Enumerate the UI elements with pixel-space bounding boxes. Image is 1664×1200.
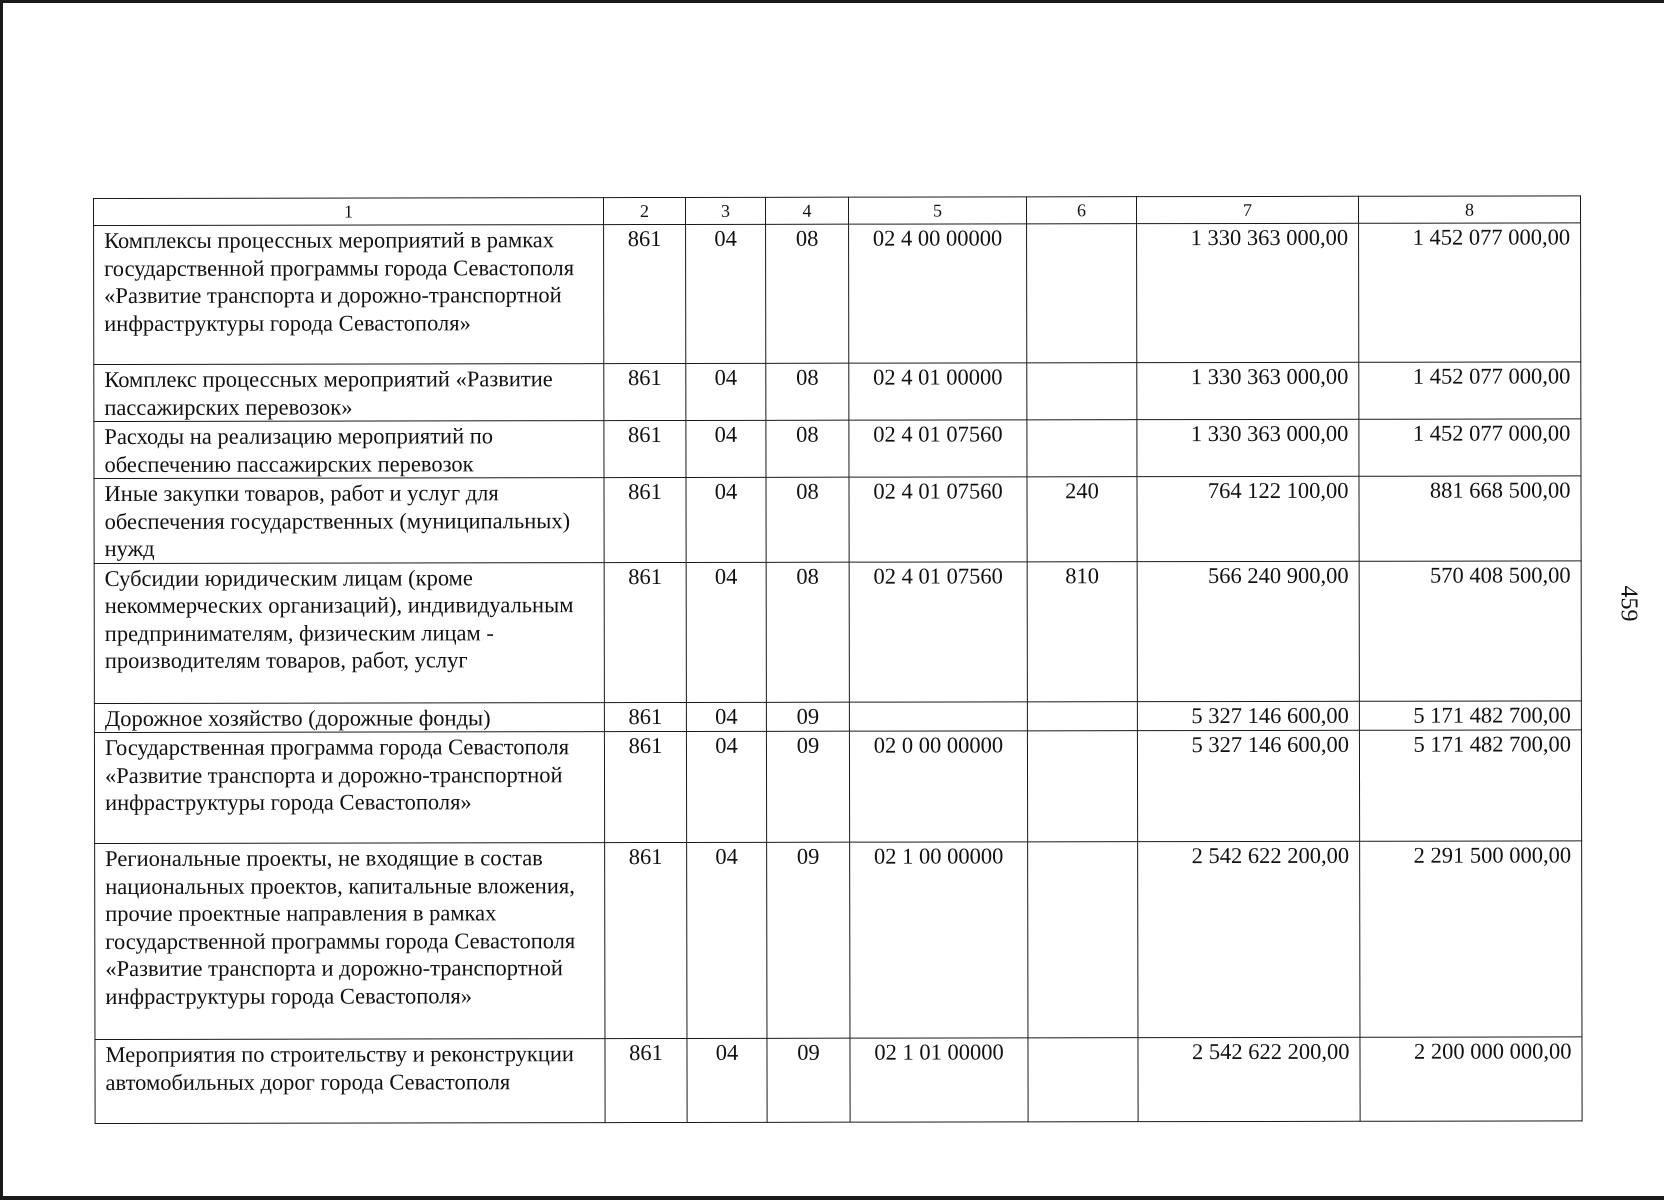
row-col-7: 5 327 146 600,00	[1137, 701, 1359, 731]
header-col-8: 8	[1358, 196, 1580, 223]
row-col-7: 764 122 100,00	[1137, 476, 1359, 561]
row-col-5: 02 4 01 07560	[849, 561, 1027, 701]
row-col-3: 04	[686, 562, 766, 702]
row-col-6: 810	[1027, 561, 1137, 701]
row-name: Субсидии юридическим лицам (кроме некоммерческих организаций), индивидуальным предпринимателям, физическим лицам - производителям товаров, работ, услуг	[94, 562, 604, 703]
row-col-7: 5 327 146 600,00	[1137, 730, 1359, 841]
row-col-3: 04	[686, 702, 766, 732]
table-row	[94, 700, 1581, 732]
row-col-4: 08	[766, 477, 849, 562]
row-col-4: 09	[767, 1038, 850, 1122]
row-col-5: 02 1 00 00000	[850, 842, 1028, 1038]
row-col-7: 1 330 363 000,00	[1137, 362, 1359, 419]
table-header-row	[94, 196, 1581, 226]
row-name: Государственная программа города Севастополя «Развитие транспорта и дорожно-транспортной инфраструктуры города Севастополя»	[94, 732, 604, 844]
row-col-2: 861	[604, 731, 686, 842]
row-col-8: 1 452 077 000,00	[1359, 223, 1581, 362]
row-col-8: 570 408 500,00	[1359, 560, 1581, 700]
table-row	[94, 419, 1581, 479]
row-col-4: 08	[766, 224, 849, 363]
row-col-2: 861	[604, 363, 686, 420]
row-col-3: 04	[687, 1038, 767, 1122]
row-col-2: 861	[604, 477, 686, 562]
row-col-2: 861	[604, 224, 686, 363]
header-col-4: 4	[765, 197, 848, 224]
row-name: Комплексы процессных мероприятий в рамках государственной программы города Севастополя «Развитие транспорта и дорожно-транспортной инфраструктуры города Севастополя»	[94, 225, 604, 365]
row-col-8: 881 668 500,00	[1359, 476, 1581, 561]
row-col-7: 1 330 363 000,00	[1137, 419, 1359, 476]
row-col-6: 240	[1027, 477, 1137, 562]
table-row	[94, 730, 1581, 844]
row-col-8: 1 452 077 000,00	[1359, 362, 1581, 419]
row-col-4: 09	[766, 702, 849, 732]
page-number: 459	[1615, 585, 1642, 622]
row-col-8: 2 200 000 000,00	[1360, 1037, 1582, 1121]
row-col-5: 02 4 01 00000	[849, 363, 1027, 420]
row-col-7: 1 330 363 000,00	[1137, 223, 1359, 362]
row-col-2: 861	[604, 702, 686, 732]
row-col-3: 04	[686, 477, 766, 562]
row-col-7: 566 240 900,00	[1137, 561, 1359, 701]
row-col-5: 02 0 00 00000	[849, 731, 1027, 842]
table-row	[95, 841, 1582, 1040]
row-col-8: 5 171 482 700,00	[1359, 730, 1581, 841]
table-row	[94, 362, 1581, 422]
row-name: Комплекс процессных мероприятий «Развитие пассажирских перевозок»	[94, 364, 604, 422]
row-col-3: 04	[686, 363, 766, 420]
row-col-6	[1027, 224, 1137, 363]
header-col-3: 3	[686, 197, 766, 224]
row-col-4: 08	[766, 420, 849, 477]
table-row	[94, 560, 1581, 703]
row-col-7: 2 542 622 200,00	[1138, 841, 1360, 1037]
table-row	[95, 1037, 1582, 1124]
row-col-5: 02 4 00 00000	[849, 224, 1027, 363]
row-name: Дорожное хозяйство (дорожные фонды)	[94, 702, 604, 732]
row-col-4: 08	[766, 562, 849, 702]
row-col-2: 861	[604, 420, 686, 477]
row-col-5	[849, 701, 1027, 731]
budget-table	[93, 195, 1583, 1124]
header-col-6: 6	[1026, 197, 1136, 224]
row-name: Расходы на реализацию мероприятий по обеспечению пассажирских перевозок	[94, 421, 604, 479]
row-col-3: 04	[687, 842, 767, 1038]
row-col-6	[1027, 420, 1137, 477]
row-col-4: 09	[766, 731, 849, 842]
row-col-2: 861	[605, 1038, 687, 1122]
row-col-6	[1027, 363, 1137, 420]
row-col-3: 04	[686, 420, 766, 477]
row-col-8: 5 171 482 700,00	[1359, 700, 1581, 730]
row-col-6	[1027, 701, 1137, 731]
row-name: Иные закупки товаров, работ и услуг для обеспечения государственных (муниципальных) нужд	[94, 478, 604, 563]
row-col-6	[1028, 1038, 1138, 1122]
table-row	[94, 223, 1581, 365]
row-col-5: 02 4 01 07560	[849, 477, 1027, 562]
row-col-6	[1028, 842, 1138, 1038]
row-col-3: 04	[686, 731, 766, 842]
row-col-4: 09	[767, 842, 850, 1038]
row-col-5: 02 1 01 00000	[850, 1038, 1028, 1122]
header-col-7: 7	[1136, 196, 1358, 223]
row-col-2: 861	[605, 842, 687, 1038]
table-row	[94, 476, 1581, 563]
row-col-8: 2 291 500 000,00	[1360, 841, 1582, 1037]
row-col-5: 02 4 01 07560	[849, 420, 1027, 477]
row-col-3: 04	[686, 224, 766, 363]
header-col-1: 1	[94, 198, 604, 226]
row-col-7: 2 542 622 200,00	[1138, 1037, 1360, 1121]
row-col-2: 861	[604, 562, 686, 702]
row-col-8: 1 452 077 000,00	[1359, 419, 1581, 476]
row-name: Региональные проекты, не входящие в состав национальных проектов, капитальные вложения, прочие проектные направления в рамках государственной программы города Севастополя «Развитие транспорта и дорожно-транспортной инфраструктуры города Севастополя»	[95, 843, 605, 1040]
header-col-2: 2	[604, 197, 686, 224]
row-name: Мероприятия по строительству и реконструкции автомобильных дорог города Севастополя	[95, 1039, 605, 1124]
row-col-6	[1027, 731, 1137, 842]
header-col-5: 5	[848, 197, 1026, 224]
row-col-4: 08	[766, 363, 849, 420]
